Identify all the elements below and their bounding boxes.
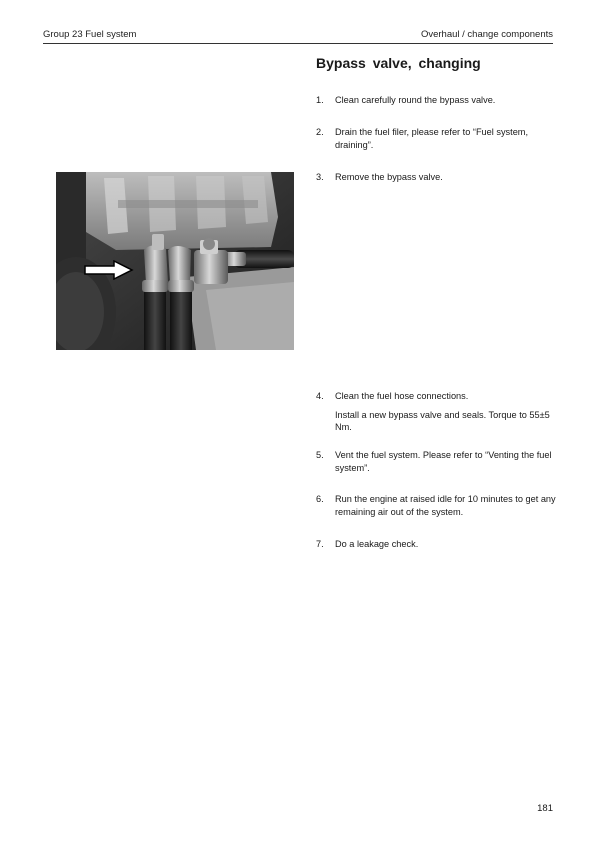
header-divider [43,43,553,44]
step-number: 5. [316,450,324,460]
step-number: 4. [316,391,324,401]
arrow-right-icon [84,260,134,280]
step-number: 3. [316,172,324,182]
step-text: Clean the fuel hose connections. [335,391,469,401]
step-number: 6. [316,494,324,504]
page-title: Bypass valve, changing [316,55,481,71]
step-4 [316,390,556,434]
step-text: Do a leakage check. [335,539,419,549]
step-number: 1. [316,95,324,105]
step-text: Remove the bypass valve. [335,172,443,182]
bypass-valve-photo [56,172,294,350]
step-2 [316,126,556,151]
header-section-title: Group 23 Fuel system [43,29,137,40]
step-number: 2. [316,127,324,137]
step-6 [316,493,556,518]
step-3 [316,171,556,184]
step-1 [316,94,556,107]
page-number: 181 [537,803,553,814]
step-number: 7. [316,539,324,549]
step-subtext: Install a new bypass valve and seals. Torque to 55±5 Nm. [335,409,550,432]
step-text: Clean carefully round the bypass valve. [335,95,496,105]
step-text: Run the engine at raised idle for 10 minutes to get any remaining air out of the system. [335,494,556,517]
step-text: Vent the fuel system. Please refer to “Venting the fuel system”. [335,450,552,473]
step-text: Drain the fuel filer, please refer to “Fuel system, draining”. [335,127,529,150]
step-5 [316,449,556,474]
step-7 [316,538,556,551]
header-chapter-title: Overhaul / change components [420,29,553,40]
